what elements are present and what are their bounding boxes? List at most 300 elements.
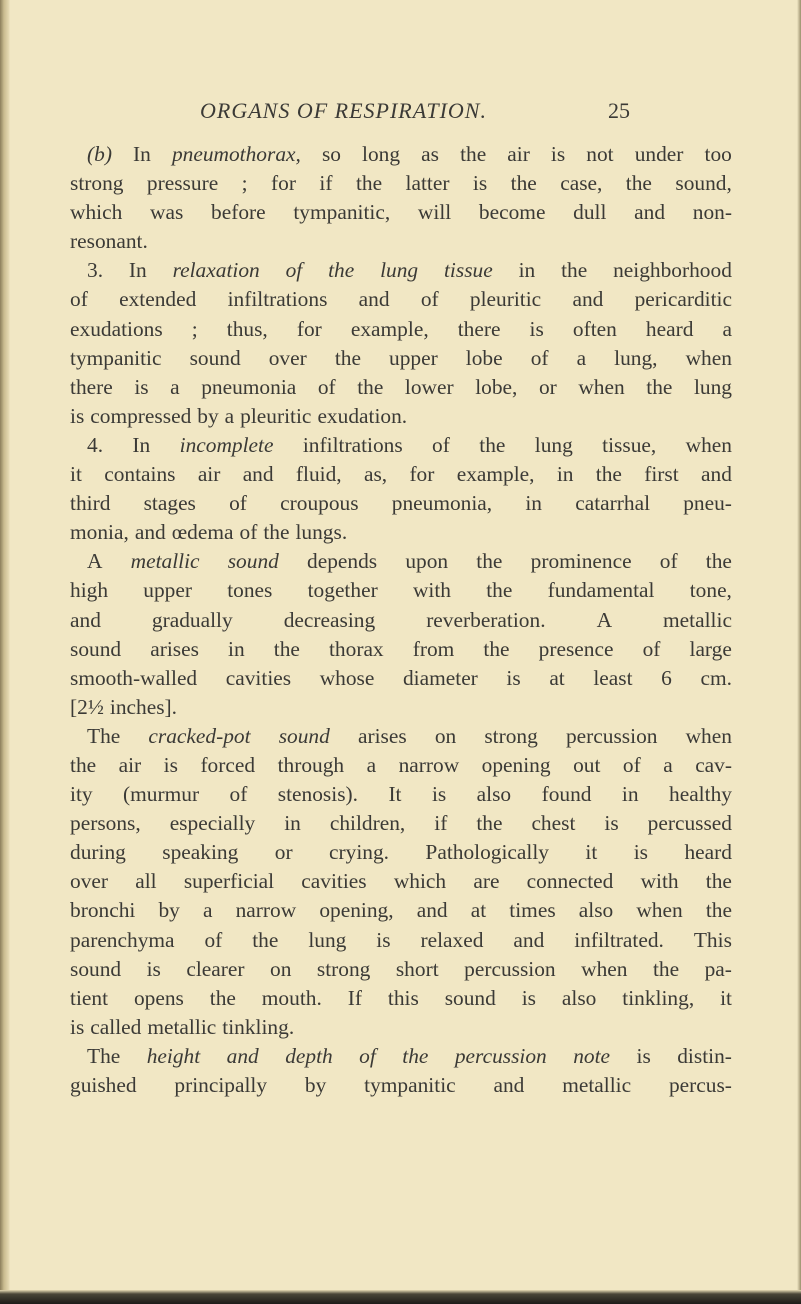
word: by [158,898,180,923]
word: percussion [464,956,556,981]
word: lung [693,374,732,399]
word: example, [456,462,535,487]
text-line [70,722,732,751]
text-line [70,227,732,256]
word: first [644,462,679,487]
word: tient [70,985,109,1010]
word: there [457,316,501,341]
word: with [640,869,679,894]
word: connected [526,869,614,894]
word: A [87,549,103,574]
word: before [211,200,266,225]
word: cavities [301,869,367,894]
word: and [226,1043,259,1068]
word: In [128,258,147,283]
word: compressed [90,403,192,428]
word: pneu- [683,491,732,516]
word: It [388,782,402,807]
word: at [549,665,565,690]
word: bronchi [70,898,136,923]
text-line [70,635,732,664]
word: the [483,636,510,661]
word: depth [285,1043,333,1068]
word: pneumothorax, [171,142,301,166]
text-line [70,751,732,780]
word: pleuritic [469,287,542,312]
word: thorax [328,636,384,661]
word: tinkling, [622,985,695,1010]
word: is [163,752,178,777]
word: mouth. [261,985,322,1010]
word: over [268,345,307,370]
word: a [170,374,180,399]
word: in [518,258,536,283]
word: forced [200,752,256,777]
word: of [317,374,336,399]
word: chest [531,811,576,836]
word: when [636,898,683,923]
word: croupous [280,491,359,516]
word: tones [227,578,273,603]
word: 6 [661,665,672,690]
word: of [622,752,641,777]
word: In [133,142,151,166]
word: from [412,636,455,661]
word: air [197,462,221,487]
word: the [479,432,506,457]
word: crying. [329,840,389,865]
word: pa- [704,956,732,981]
word: dull [573,200,607,225]
word: of [229,782,248,807]
word: percus- [668,1073,732,1097]
text-line [70,838,732,867]
word: The [87,723,121,748]
word: decreasing [283,607,376,632]
word: if [434,811,448,836]
page-bottom-edge [0,1290,801,1304]
word: sound [444,985,496,1010]
text-line [70,926,732,955]
word: note [573,1043,611,1068]
word: it [585,840,598,865]
text-line [70,198,732,227]
word: pericarditic [634,287,732,312]
word: also [476,782,512,807]
word: of [432,432,450,457]
word: of [70,287,88,312]
word: all [135,869,157,894]
word: the [561,258,588,283]
word: catarrhal [575,491,651,516]
word: of [229,491,247,516]
word: least [593,665,633,690]
word: a [224,403,235,428]
page-number: 25 [608,98,630,123]
body-text [70,140,732,1100]
word: the [273,636,300,661]
word: in [556,462,574,487]
word: lobe [465,345,503,370]
word: for [409,462,435,487]
word: and [358,287,390,312]
word: tympanitic, [293,200,391,225]
word: a [576,345,587,370]
word: [2½ [70,694,104,719]
text-line [70,460,732,489]
word: of [239,520,258,545]
word: long [362,142,401,166]
word: the [209,985,236,1010]
word: of [420,287,439,312]
word: If [347,985,362,1010]
word: monia, [70,520,129,545]
word: with [412,578,451,603]
word: clearer [186,956,245,981]
word: stages [143,491,196,516]
word: is [633,840,649,865]
word: through [277,752,345,777]
word: the [486,578,513,603]
word: cm. [700,665,732,690]
word: This [693,927,732,952]
word: which [70,200,123,225]
word: sound [189,345,241,370]
page-right-edge [797,0,801,1304]
word: strong [316,956,371,981]
word: become [478,200,546,225]
word: 4. [87,432,104,457]
word: will [417,200,452,225]
text-line [70,867,732,896]
word: sound [70,956,122,981]
word: the [476,811,503,836]
word: under [634,142,684,166]
word: which [393,869,447,894]
word: whose [319,665,375,690]
word: the [646,374,673,399]
word: tone, [689,578,732,603]
word: of [359,1043,376,1068]
word: infiltrations [227,287,328,312]
word: is [521,985,536,1010]
word: tinkling. [222,1014,295,1039]
word: relaxed [420,927,484,952]
word: air [118,752,142,777]
text-line [70,402,732,431]
word: it [70,462,82,487]
word: reverberation. [426,607,546,632]
word: for [296,316,322,341]
word: œdema [171,520,234,545]
word: by [197,403,219,428]
text-line [70,169,732,198]
word: sound [278,723,330,748]
word: heard [645,316,694,341]
word: healthy [669,782,732,807]
word: ity [70,782,93,807]
word: arises [150,636,199,661]
text-line [70,896,732,925]
word: and [493,1073,525,1097]
word: opening, [319,898,394,923]
word: sound [70,636,122,661]
word: opens [133,985,184,1010]
word: presence [538,636,614,661]
word: depends [307,549,378,574]
word: neighborhood [613,258,732,283]
word: for [271,171,296,196]
word: lung [308,927,347,952]
word: are [473,869,500,894]
word: in [621,782,639,807]
word: tissue, [602,432,657,457]
word: is [472,171,488,196]
word: found [541,782,592,807]
word: if [319,171,333,196]
word: pneumonia [201,374,297,399]
text-line [70,576,732,605]
word: fluid, [295,462,342,487]
word: pressure [146,171,219,196]
word: tissue [443,258,493,283]
word: thus, [226,316,268,341]
word: the [652,956,680,981]
word: not [586,142,614,166]
word: percussion [565,723,658,748]
word: by [304,1073,327,1097]
word: lung [534,432,573,457]
word: is [134,374,149,399]
word: a [202,898,213,923]
word: and [572,287,604,312]
word: metallic [562,1073,632,1097]
text-line [70,256,732,285]
word: non- [692,200,732,225]
word: smooth-walled [70,665,198,690]
word: distin- [677,1043,732,1068]
word: lung [380,258,419,283]
word: especially [169,811,256,836]
word: percussed [647,811,732,836]
word: ; [241,171,248,196]
word: lobe, [475,374,518,399]
word: case, [560,171,603,196]
text-line [70,1071,732,1100]
word: so [321,142,341,166]
word: ; [191,316,198,341]
word: metallic [663,607,732,632]
word: at [470,898,487,923]
word: when [581,956,628,981]
word: cav- [695,752,732,777]
word: often [572,316,617,341]
word: is [70,1014,85,1039]
text-line [70,285,732,314]
word: example, [350,316,429,341]
word: prominence [530,549,632,574]
word: strong [484,723,538,748]
word: pleuritic [240,403,312,428]
word: exudation. [317,403,408,428]
word: in [284,811,301,836]
word: times [509,898,556,923]
word: when [578,374,625,399]
word: is [376,927,391,952]
word: narrow [235,898,297,923]
word: and [416,898,448,923]
word: of [285,258,303,283]
text-line [70,780,732,809]
word: A [596,607,613,632]
text-line [70,431,732,460]
word: speaking [162,840,239,865]
word: resonant. [70,229,148,254]
word: opening [481,752,551,777]
word: in [525,491,542,516]
text-line [70,518,732,547]
word: pneumonia, [391,491,493,516]
word: of [204,927,223,952]
text-line [70,547,732,576]
word: extended [119,287,197,312]
word: on [270,956,292,981]
word: strong [70,171,124,196]
word: high [70,578,109,603]
word: parenchyma [70,927,175,952]
word: is [146,956,161,981]
word: the [625,171,652,196]
word: lungs. [295,520,348,545]
word: guished [70,1073,137,1097]
text-line [70,1013,732,1042]
word: short [395,956,439,981]
word: large [689,636,732,661]
word: the [476,549,503,574]
word: this [387,985,419,1010]
word: together [307,578,378,603]
word: too [704,142,732,166]
word: during [70,840,126,865]
word: the [263,520,290,545]
word: latter [405,171,450,196]
word: or [274,840,293,865]
word: third [70,491,111,516]
text-line [70,140,732,169]
word: also [561,985,597,1010]
text-line [70,984,732,1013]
word: and [634,200,666,225]
word: and [701,462,732,487]
text-line [70,373,732,402]
word: as [421,142,439,166]
text-line [70,955,732,984]
text-line [70,489,732,518]
word: air [507,142,530,166]
word: as, [363,462,388,487]
word: is [529,316,544,341]
word: children, [329,811,406,836]
word: on [434,723,457,748]
word: is [506,665,521,690]
word: persons, [70,811,141,836]
word: superficial [183,869,275,894]
word: lower [404,374,454,399]
word: infiltrations [302,432,403,457]
word: when [685,345,732,370]
word: and [134,520,166,545]
word: is [604,811,619,836]
word: was [150,200,184,225]
word: the [705,898,732,923]
word: also [578,898,614,923]
text-line [70,344,732,373]
word: and [242,462,274,487]
word: the [355,171,383,196]
word: upper [143,578,192,603]
text-line [70,664,732,693]
running-head: ORGANS OF RESPIRATION. [200,98,487,123]
word: the [70,752,97,777]
word: fundamental [547,578,655,603]
word: cavities [225,665,292,690]
word: out [573,752,601,777]
word: when [685,432,732,457]
word: the [460,142,487,166]
word: of [530,345,549,370]
word: and [70,607,101,632]
word: arises [357,723,407,748]
word: a [663,752,673,777]
word: called [90,1014,142,1039]
word: diameter [402,665,478,690]
text-line [70,1042,732,1071]
text-line [70,693,732,722]
word: the [705,869,732,894]
word: of [642,636,661,661]
word: exudations [70,316,163,341]
word: the [402,1043,429,1068]
word: sound, [675,171,732,196]
word: it [720,985,732,1010]
word: tympanitic [364,1073,456,1097]
word: metallic [130,549,200,574]
word: (b) [87,142,112,166]
word: or [538,374,557,399]
word: the [595,462,622,487]
page-binding-edge [0,0,10,1304]
word: a [722,316,732,341]
word: The [87,1043,121,1068]
word: over [70,869,109,894]
word: height [146,1043,201,1068]
word: gradually [151,607,233,632]
word: is [550,142,566,166]
word: contains [104,462,176,487]
word: incomplete [179,432,274,457]
word: is [70,403,85,428]
word: cracked-pot [148,723,251,748]
word: narrow [398,752,460,777]
word: 3. [87,258,104,283]
word: metallic [147,1014,217,1039]
word: upper [389,345,438,370]
word: of [659,549,678,574]
word: the [328,258,355,283]
word: a [366,752,377,777]
word: the [357,374,384,399]
word: the [510,171,537,196]
